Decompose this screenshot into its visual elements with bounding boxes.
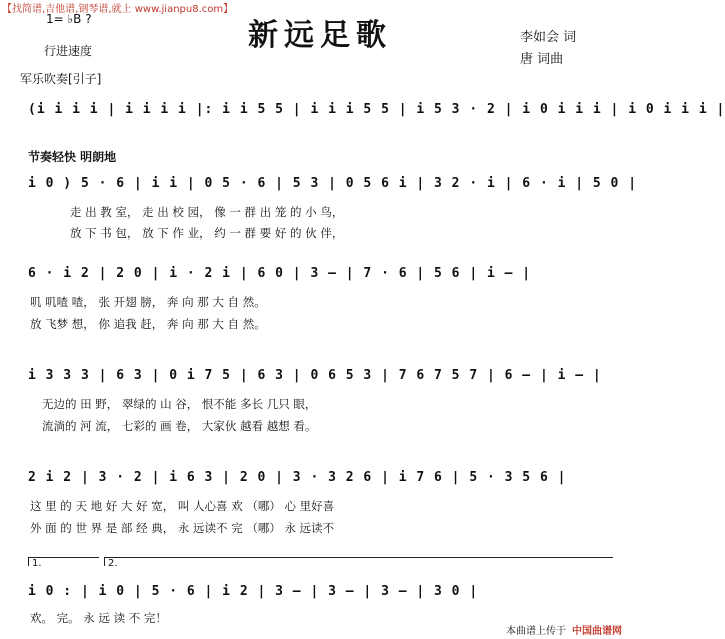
composer-credit: 唐 词曲 — [520, 52, 564, 67]
intro-label: 军乐吹奏[引子] — [20, 72, 102, 86]
first-ending-label: 1. — [32, 558, 42, 569]
mood-marking: 节奏轻快 明朗地 — [28, 150, 117, 164]
key-signature: 1= ♭B ? — [46, 12, 92, 26]
lyric-line-3a: 叽 叽喳 喳， 张 开翅 膀， 奔 向 那 大 自 然。 — [30, 295, 266, 309]
lyric-line-5b: 外 面 的 世 界 是 部 经 典， 永 远读不 完 （哪） 永 远读不 — [30, 521, 335, 535]
lyric-line-5a: 这 里 的 天 地 好 大 好 宽， 叫 人心喜 欢 （哪） 心 里好喜 — [30, 499, 335, 513]
lyric-line-4a: 无边的 田 野， 翠绿的 山 谷， 恨不能 多长 几只 眼， — [42, 397, 317, 411]
lyricist-credit: 李如会 词 — [520, 30, 577, 45]
lyric-line-2b: 放 下 书 包， 放 下 作 业， 约 一 群 要 好 的 伙 伴， — [70, 226, 344, 240]
notation-system-1: (i i i i | i i i i |: i i 5 5 | i i i 5 5 | i 5 3 · 2 | i 0 i i i | i 0 i i i | — [28, 102, 725, 117]
song-title: 新远足歌 — [248, 18, 392, 53]
lyric-line-6: 欢。 完。 永 远 读 不 完！ — [30, 611, 167, 625]
notation-system-3: 6 · i 2 | 2 0 | i · 2 i | 6 0 | 3 – | 7 · 6 | 5 6 | i – | — [28, 266, 532, 281]
notation-system-2: i 0 ) 5 · 6 | i i | 0 5 · 6 | 5 3 | 0 5 6 i | 3 2 · i | 6 · i | 5 0 | — [28, 176, 638, 191]
lyric-line-3b: 放 飞梦 想， 你 追我 赶， 奔 向 那 大 自 然。 — [30, 317, 266, 331]
footer-site-logo: 中国曲谱网 — [572, 626, 622, 637]
first-ending-bracket — [28, 557, 99, 569]
second-ending-label: 2. — [108, 558, 118, 569]
notation-system-4: i 3 3 3 | 6 3 | 0 i 7 5 | 6 3 | 0 6 5 3 | 7 6 7 5 7 | 6 – | i – | — [28, 368, 602, 383]
lyric-line-4b: 流淌的 河 流， 七彩的 画 卷， 大家伙 越看 越想 看。 — [42, 419, 317, 433]
lyric-line-2a: 走 出 教 室， 走 出 校 园， 像 一 群 出 笼 的 小 鸟， — [70, 205, 344, 219]
second-ending-bracket — [104, 557, 613, 569]
tempo-marking: 行进速度 — [44, 44, 93, 58]
footer-upload-text: 本曲谱上传于 — [506, 626, 566, 637]
notation-system-6: i 0 : | i 0 | 5 · 6 | i 2 | 3 – | 3 – | 3 – | 3 0 | — [28, 584, 479, 599]
notation-system-5: 2 i 2 | 3 · 2 | i 6 3 | 2 0 | 3 · 3 2 6 | i 7 6 | 5 · 3 5 6 | — [28, 470, 567, 485]
site-banner: 【找简谱,吉他谱,钢琴谱,就上 www.jianpu8.com】 — [2, 4, 234, 15]
